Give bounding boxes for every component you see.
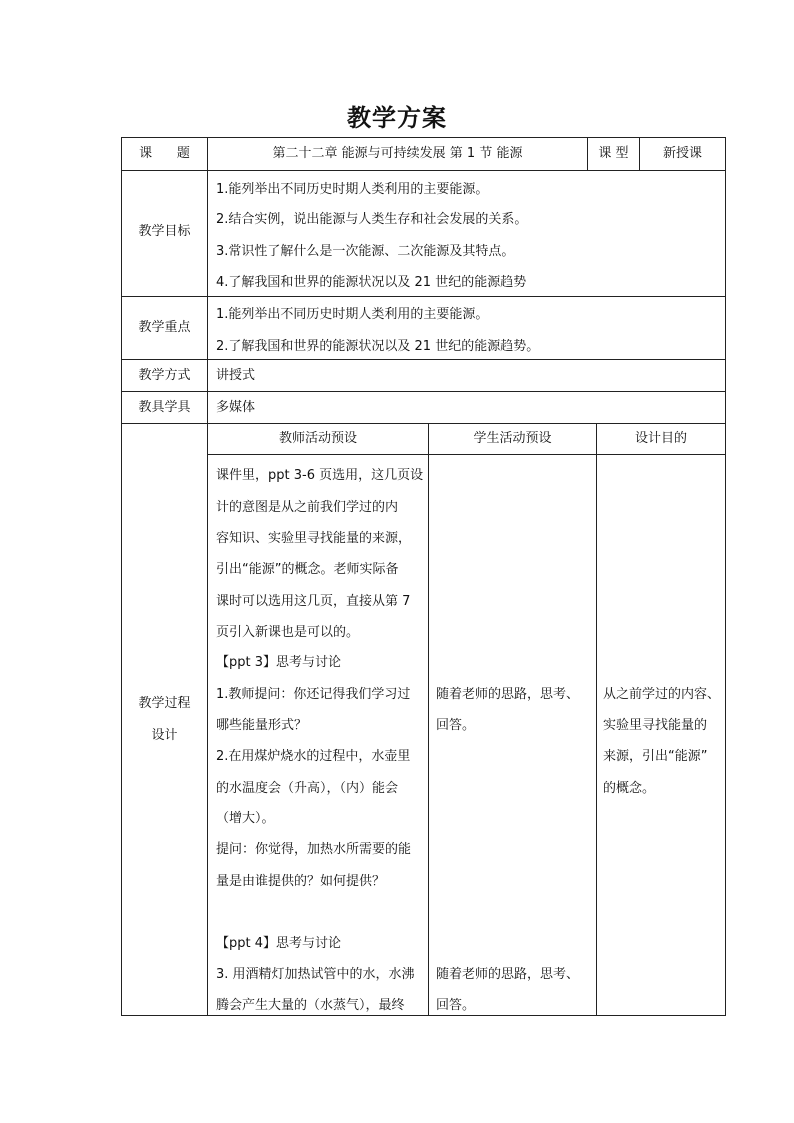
teacher-line: 2.在用煤炉烧水的过程中，水壶里 bbox=[216, 749, 411, 764]
purpose-line: 的概念。 bbox=[603, 781, 656, 796]
tools-value: 多媒体 bbox=[216, 400, 256, 415]
column-divider bbox=[207, 138, 208, 1015]
row-divider bbox=[122, 423, 725, 424]
student-line: 随着老师的思路，思考、 bbox=[436, 687, 580, 702]
teacher-line: （增大）。 bbox=[216, 811, 275, 826]
teacher-line: 课时可以选用这几页，直接从第 7 bbox=[216, 594, 411, 609]
purpose-line: 从之前学过的内容、 bbox=[603, 687, 721, 702]
objective-item: 1.能列举出不同历史时期人类利用的主要能源。 bbox=[216, 182, 489, 197]
teacher-line: 1.教师提问：你还记得我们学习过 bbox=[216, 687, 411, 702]
purpose-line: 实验里寻找能量的 bbox=[603, 718, 708, 733]
student-line: 随着老师的思路，思考、 bbox=[436, 967, 580, 982]
process-label: 教学过程 bbox=[138, 696, 191, 711]
teacher-line: 量是由谁提供的？如何提供？ bbox=[216, 874, 386, 889]
objective-item: 2.结合实例，说出能源与人类生存和社会发展的关系。 bbox=[216, 212, 528, 227]
topic-value: 第二十二章 能源与可持续发展 第 1 节 能源 bbox=[272, 146, 523, 161]
teacher-line: 的水温度会（升高），（内）能会 bbox=[216, 781, 399, 796]
column-header-teacher: 教师活动预设 bbox=[278, 431, 357, 446]
key-point-item: 1.能列举出不同历史时期人类利用的主要能源。 bbox=[216, 307, 489, 322]
teacher-line: 哪些能量形式？ bbox=[216, 718, 308, 733]
column-header-student: 学生活动预设 bbox=[473, 431, 552, 446]
method-value: 讲授式 bbox=[216, 368, 256, 383]
teacher-line: 【ppt 4】思考与讨论 bbox=[216, 936, 342, 951]
row-divider bbox=[122, 391, 725, 392]
key-point-item: 2.了解我国和世界的能源状况以及 21 世纪的能源趋势。 bbox=[216, 339, 540, 354]
column-header-purpose: 设计目的 bbox=[634, 431, 687, 446]
objective-item: 4.了解我国和世界的能源状况以及 21 世纪的能源趋势 bbox=[216, 275, 527, 290]
type-value: 新授课 bbox=[662, 146, 702, 161]
student-line: 回答。 bbox=[436, 998, 476, 1013]
document-title: 教学方案 bbox=[347, 103, 447, 132]
process-label-line2: 设计 bbox=[151, 728, 178, 743]
teacher-line: 课件里，ppt 3-6 页选用，这几页设 bbox=[216, 468, 424, 483]
lesson-plan-table bbox=[121, 137, 726, 1016]
teacher-line: 页引入新课也是可以的。 bbox=[216, 625, 360, 640]
purpose-line: 来源，引出“能源” bbox=[603, 749, 708, 764]
teacher-line: 提问：你觉得，加热水所需要的能 bbox=[216, 842, 412, 857]
teacher-line: 容知识、实验里寻找能量的来源， bbox=[216, 531, 412, 546]
teacher-line: 计的意图是从之前我们学过的内 bbox=[216, 500, 399, 515]
type-label: 课 型 bbox=[598, 146, 629, 161]
method-label: 教学方式 bbox=[138, 368, 191, 383]
objectives-label: 教学目标 bbox=[138, 224, 191, 239]
student-line: 回答。 bbox=[436, 718, 476, 733]
teacher-line: 3. 用酒精灯加热试管中的水，水沸 bbox=[216, 967, 415, 982]
teacher-line: 引出“能源”的概念。老师实际备 bbox=[216, 562, 399, 577]
column-divider bbox=[428, 423, 429, 1015]
row-divider bbox=[122, 170, 725, 171]
tools-label: 教具学具 bbox=[138, 400, 191, 415]
objective-item: 3.常识性了解什么是一次能源、二次能源及其特点。 bbox=[216, 244, 515, 259]
teacher-line: 腾会产生大量的（水蒸气），最终 bbox=[216, 998, 405, 1013]
row-divider bbox=[122, 296, 725, 297]
teacher-line: 【ppt 3】思考与讨论 bbox=[216, 655, 342, 670]
row-divider bbox=[207, 454, 725, 455]
column-divider bbox=[596, 423, 597, 1015]
row-divider bbox=[122, 359, 725, 360]
topic-label: 课 题 bbox=[139, 146, 190, 161]
key-points-label: 教学重点 bbox=[138, 320, 191, 335]
